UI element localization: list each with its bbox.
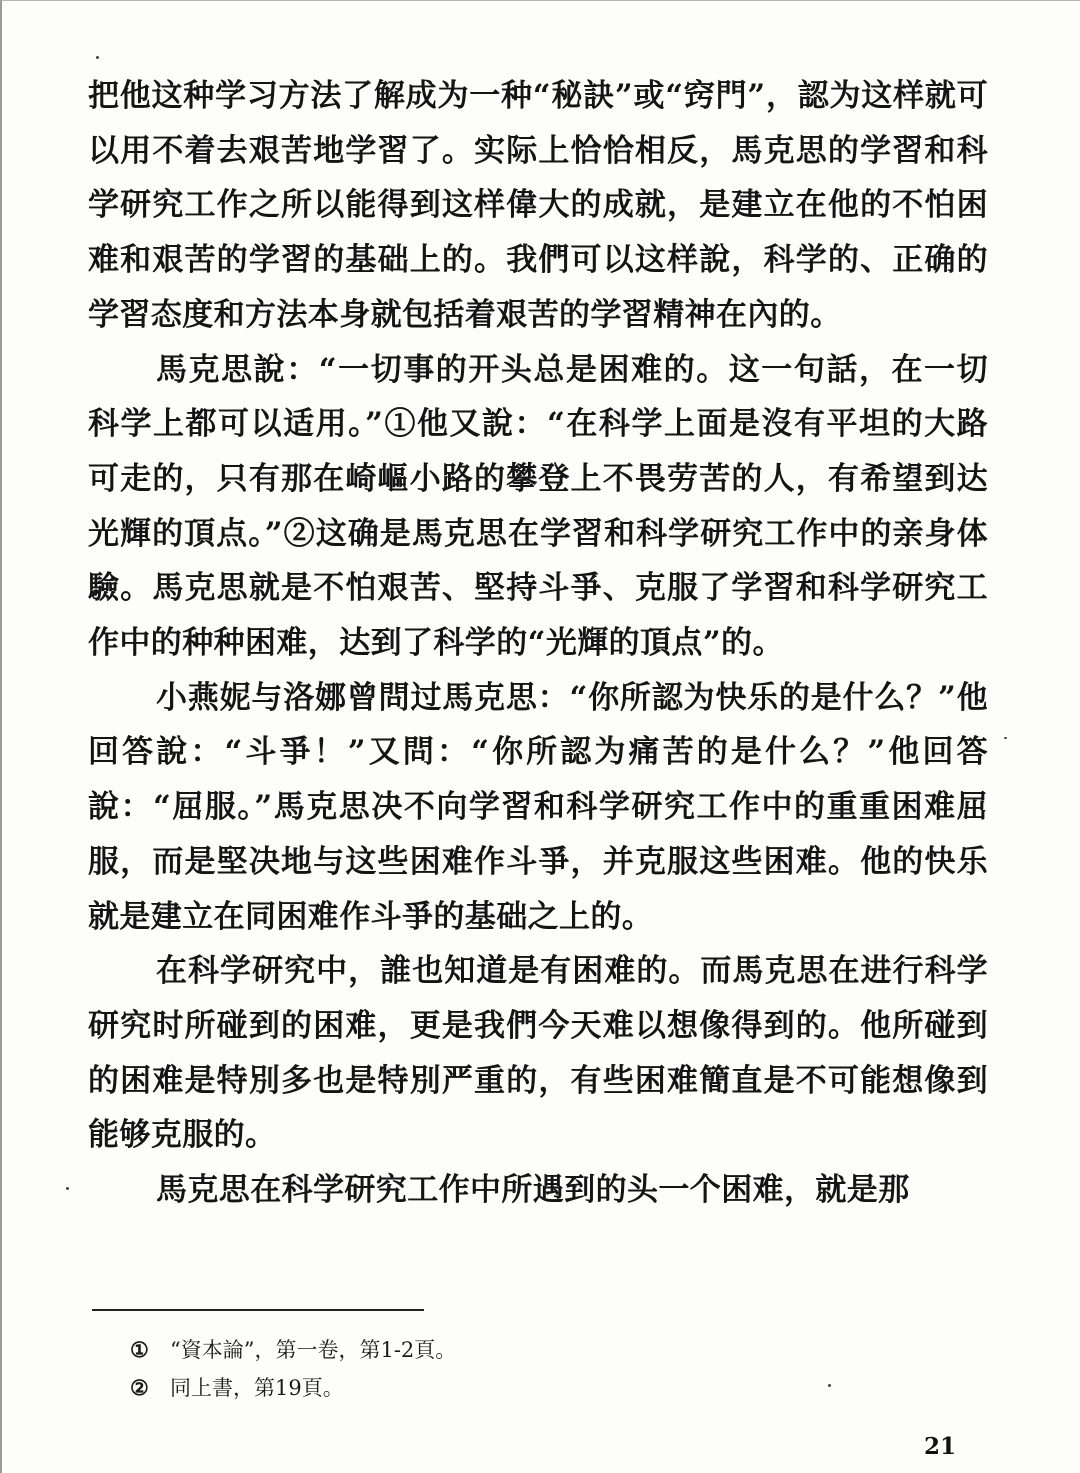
scan-speck [828, 1384, 831, 1387]
page-number: 21 [924, 1433, 957, 1460]
footnote-divider [92, 1309, 424, 1311]
paragraph-first-difficulty: 馬克思在科学研究工作中所遇到的头一个困难，就是那 [156, 1172, 910, 1209]
paragraph-continued: 把他这种学习方法了解成为一种“秘訣”或“窍門”，認为这样就可以用不着去艰苦地学習了。实际上恰恰相反，馬克思的学習和科学研究工作之所以能得到这样偉大的成就，是建立在他的不怕困难和艰苦的学習的基础上的。我們可以这样說，科学的、正确的学習态度和方法本身就包括着艰苦的学習精神在內的。 [88, 78, 988, 333]
scan-speck [96, 56, 99, 59]
footnote-1-text: “資本論”，第一卷，第1-2頁。 [170, 1338, 457, 1362]
scan-speck [1004, 737, 1007, 739]
scan-speck [66, 1187, 69, 1190]
footnote-1-mark: ① [130, 1337, 149, 1362]
footnote-2-text: 同上書，第19頁。 [170, 1376, 344, 1400]
paragraph-difficulties: 在科学研究中，誰也知道是有困难的。而馬克思在进行科学研究时所碰到的困难，更是我們今天难以想像得到的。他所碰到的困难是特別多也是特別严重的，有些困难簡直是不可能想像到能够克服的。 [88, 953, 988, 1154]
paragraph-marx-quote: 馬克思說：“一切事的开头总是困难的。这一句話，在一切科学上都可以适用。”①他又說：“在科学上面是沒有平坦的大路可走的，只有那在崎嶇小路的攀登上不畏劳苦的人，有希望到达光輝的頂点。”②这确是馬克思在学習和科学研究工作中的亲身体驗。馬克思就是不怕艰苦、堅持斗爭、克服了学習和科学研究工作中的种种困难，达到了科学的“光輝的頂点”的。 [88, 351, 988, 662]
footnotes [130, 1331, 456, 1407]
body-text [88, 69, 988, 1218]
footnote-2 [130, 1369, 456, 1407]
footnote-2-mark: ② [130, 1375, 149, 1400]
footnote-1 [130, 1331, 456, 1369]
paragraph-happiness: 小燕妮与洛娜曾問过馬克思：“你所認为快乐的是什么？”他回答說：“斗爭！”又問：“你所認为痛苦的是什么？”他回答說：“屈服。”馬克思决不向学習和科学研究工作中的重重困难屈服，而是堅决地与这些困难作斗爭，并克服这些困难。他的快乐就是建立在同困难作斗爭的基础之上的。 [88, 679, 988, 935]
